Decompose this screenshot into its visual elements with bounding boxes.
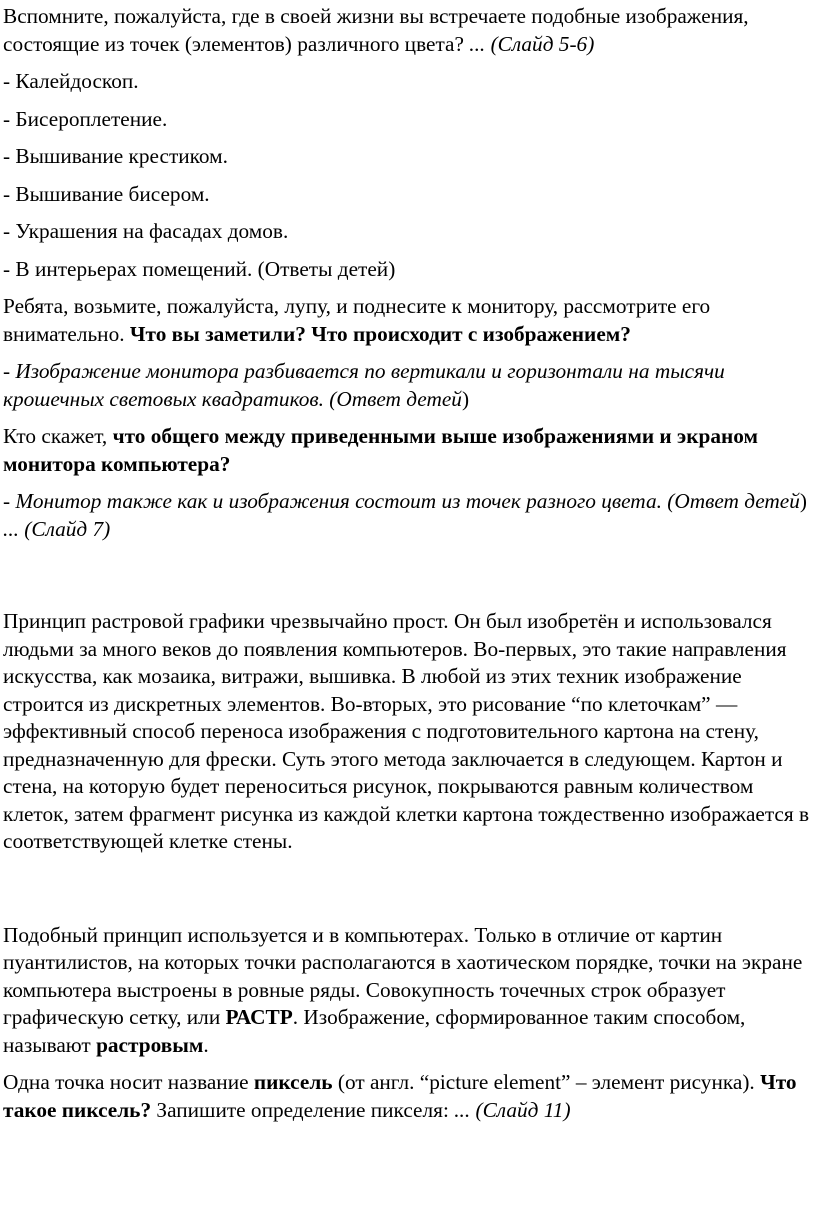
pixel-text: Одна точка носит название <box>3 1070 254 1094</box>
question-paragraph <box>3 423 812 478</box>
computers-end: . <box>203 1032 209 1057</box>
computers-paragraph <box>3 922 812 1060</box>
computers-text: Подобный принцип используется и в компьютерах. Только в отличие от картин пуантилистов, на которых точки располагаются в хаотическом порядке, точки на экране компьютера выстроены в ровные ряды. Совокупность точечных строк образует графическую сетку, или <box>3 922 803 1029</box>
intro-text: Вспомните, пожалуйста, где в своей жизни вы встречаете подобные изображения, состоящие из точек (элементов) различного цвета? <box>3 4 749 56</box>
list-item: - Калейдоскоп. <box>3 69 139 93</box>
pixel-term: пиксель <box>253 1070 333 1094</box>
answer-1 <box>3 358 812 413</box>
list-item: - Бисероплетение. <box>3 106 168 131</box>
question-bold: что общего между приведенными выше изображениями и экраном монитора компьютера? <box>3 424 759 476</box>
pixel-slide-ref: ... (Слайд 11) <box>454 1097 571 1122</box>
list-item: - Вышивание крестиком. <box>3 144 228 168</box>
pixel-mid2: Запишите определение пикселя: <box>151 1097 455 1122</box>
list-item: - В интерьерах помещений. (Ответы детей) <box>3 256 396 281</box>
loupe-text: Ребята, возьмите, пожалуйста, лупу, и поднесите к монитору, рассмотрите его внимательно. <box>3 294 711 346</box>
answer-1-tail: ) <box>461 386 470 411</box>
answer-2-text: - Монитор также как и изображения состоит из точек разного цвета. (Ответ детей <box>3 489 800 513</box>
loupe-paragraph <box>3 293 812 348</box>
answer-2-slide-ref: ... (Слайд 7) <box>3 516 111 541</box>
intro-slide-ref: ... (Слайд 5-6) <box>469 31 595 56</box>
raster-adjective: растровым <box>96 1032 204 1057</box>
pixel-question: Что такое пиксель? <box>3 1070 797 1122</box>
answer-2-mid: ) <box>799 489 808 513</box>
intro-paragraph <box>3 3 812 58</box>
pixel-mid: (от англ. “picture element” – элемент рисунка). <box>332 1070 761 1094</box>
question-text: Кто скажет, <box>3 424 113 448</box>
answer-1-text: - Изображение монитора разбивается по вертикали и горизонтали на тысячи крошечных световых квадратиков. (Ответ детей <box>3 359 725 411</box>
list-item: - Украшения на фасадах домов. <box>3 219 289 243</box>
list-item: - Вышивание бисером. <box>3 181 210 206</box>
computers-mid: . Изображение, сформированное таким способом, называют <box>3 1005 746 1057</box>
answer-2 <box>3 488 812 543</box>
raster-term: РАСТР <box>225 1005 293 1029</box>
principle-paragraph: Принцип растровой графики чрезвычайно прост. Он был изобретён и использовался людьми за много веков до появления компьютеров. Во-первых, это такие направления искусства, как мозаика, витражи, вышивка. В любой из этих техник изображение строится из дискретных элементов. Во-вторых, это рисование “по клеточкам” — эффективный способ переноса изображения с подготовительного картона на стену, предназначенную для фрески. Суть этого метода заключается в следующем. Картон и стена, на которую будет переноситься рисунок, покрываются равным количеством клеток, затем фрагмент рисунка из каждой клетки картона тождественно изображается в соответствующей клетке стены. <box>3 609 810 853</box>
loupe-question: Что вы заметили? Что происходит с изображением? <box>129 321 631 346</box>
pixel-paragraph <box>3 1069 812 1124</box>
